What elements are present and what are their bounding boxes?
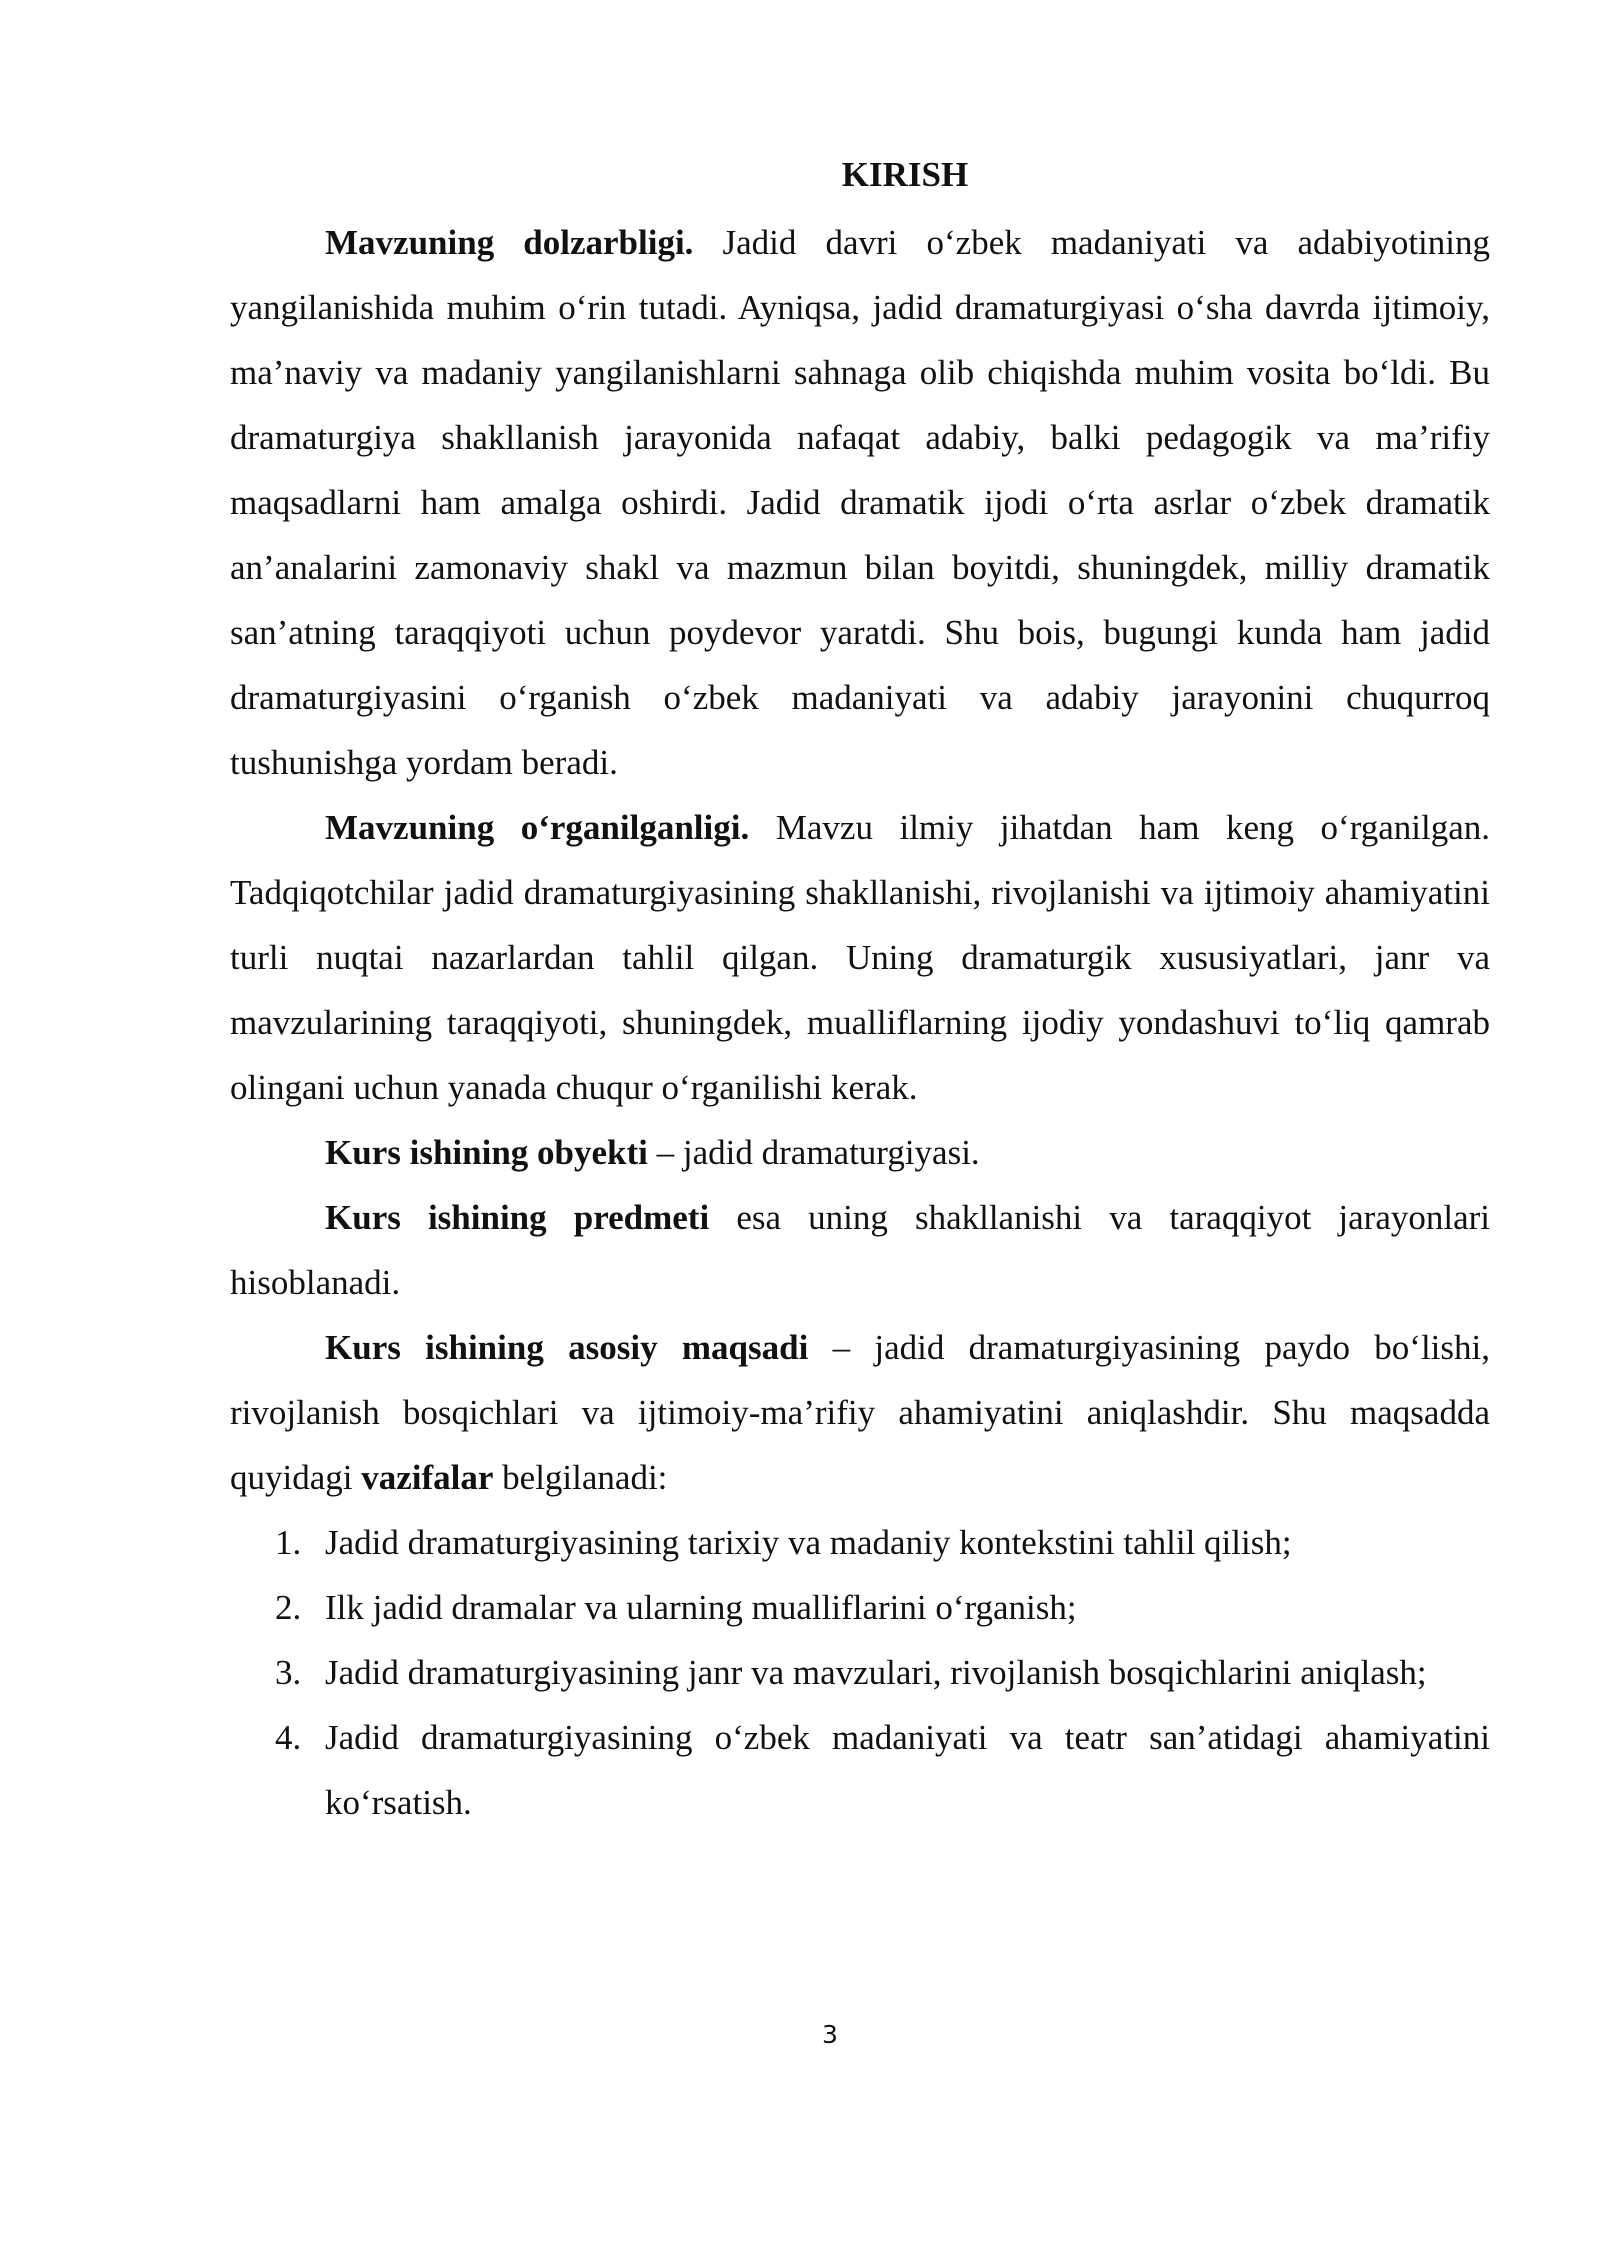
section-title: KIRISH bbox=[841, 155, 969, 194]
paragraph-text: – jadid dramaturgiyasining paydo bo‘lishi, rivojlanish bosqichlari va ijtimoiy-ma’rifiy ahamiyatini aniqlashdir. Shu maqsadda quyidagi bbox=[230, 1328, 1490, 1497]
paragraph-text: Jadid davri o‘zbek madaniyati va adabiyotining yangilanishida muhim o‘rin tutadi. Ayniqsa, jadid dramaturgiyasi o‘sha davrda ijtimoiy, ma’naviy va madaniy yangilanishlarni sahnaga olib chiqishda muhim vosita bo‘ldi. Bu dramaturgiya shakllanish jarayonida nafaqat adabiy, balki pedagogik va ma’rifiy maqsadlarni ham amalga oshirdi. Jadid dramatik ijodi o‘rta asrlar o‘zbek dramatik an’analarini zamonaviy shakl va mazmun bilan boyitdi, shuningdek, milliy dramatik san’atning taraqqiyoti uchun poydevor yaratdi. Shu bois, bugungi kunda ham jadid dramaturgiyasini o‘rganish o‘zbek madaniyati va adabiy jarayonini chuqurroq tushunishga yordam beradi. bbox=[230, 223, 1490, 782]
tasks-keyword: vazifalar bbox=[361, 1458, 494, 1497]
list-item-number: 4. bbox=[275, 1718, 302, 1757]
paragraph-goal bbox=[230, 1315, 1490, 1510]
list-item bbox=[230, 1510, 1490, 1575]
list-item-text: Jadid dramaturgiyasining janr va mavzulari, rivojlanish bosqichlarini aniqlash; bbox=[325, 1653, 1427, 1692]
paragraph-relevance bbox=[230, 210, 1490, 795]
paragraph-text: Mavzu ilmiy jihatdan ham keng o‘rganilgan. Tadqiqotchilar jadid dramaturgiyasining shakllanishi, rivojlanishi va ijtimoiy ahamiyatini turli nuqtai nazarlardan tahlil qilgan. Uning dramaturgik xususiyatlari, janr va mavzularining taraqqiyoti, shuningdek, mualliflarning ijodiy yondashuvi to‘liq qamrab olingani uchun yanada chuqur o‘rganilishi kerak. bbox=[230, 808, 1490, 1107]
paragraph-lead: Mavzuning o‘rganilganligi. bbox=[325, 808, 750, 847]
list-item bbox=[230, 1575, 1490, 1640]
paragraph-lead: Kurs ishining asosiy maqsadi bbox=[325, 1328, 809, 1367]
list-item-text: Ilk jadid dramalar va ularning mualliflarini o‘rganish; bbox=[325, 1588, 1077, 1627]
paragraph-text: belgilanadi: bbox=[493, 1458, 668, 1497]
paragraph-text: – jadid dramaturgiyasi. bbox=[647, 1133, 980, 1172]
list-item-number: 1. bbox=[275, 1523, 302, 1562]
list-item bbox=[230, 1705, 1490, 1835]
paragraph-text: esa uning shakllanishi va taraqqiyot jarayonlari hisoblanadi. bbox=[230, 1198, 1490, 1302]
list-item-text: Jadid dramaturgiyasining tarixiy va madaniy kontekstini tahlil qilish; bbox=[325, 1523, 1292, 1562]
paragraph-subject bbox=[230, 1185, 1490, 1315]
paragraph-object bbox=[230, 1120, 1490, 1185]
page-number: 3 bbox=[822, 2020, 838, 2049]
paragraph-lead: Kurs ishining predmeti bbox=[325, 1198, 710, 1237]
paragraph-lead: Mavzuning dolzarbligi. bbox=[325, 223, 694, 262]
paragraph-study-level bbox=[230, 795, 1490, 1120]
list-item-number: 2. bbox=[275, 1588, 302, 1627]
task-list bbox=[230, 1510, 1490, 1835]
list-item bbox=[230, 1640, 1490, 1705]
document-page bbox=[230, 150, 1490, 1835]
list-item-text: Jadid dramaturgiyasining o‘zbek madaniyati va teatr san’atidagi ahamiyatini ko‘rsatish. bbox=[325, 1718, 1490, 1822]
paragraph-lead: Kurs ishining obyekti bbox=[325, 1133, 648, 1172]
list-item-number: 3. bbox=[275, 1653, 302, 1692]
